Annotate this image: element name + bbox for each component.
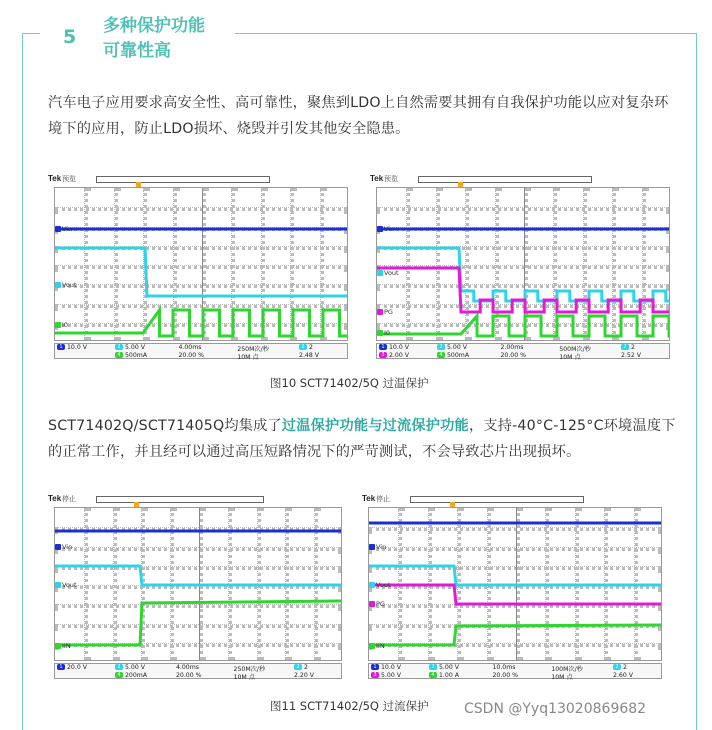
trace-iin <box>369 625 662 645</box>
readout-ch1 <box>57 664 87 671</box>
readout-trig-level <box>621 352 641 359</box>
scope-brand: Tek <box>48 494 62 503</box>
readout-value: 2.20 V <box>294 672 315 679</box>
scope-mode: 预览 <box>62 175 76 183</box>
readout-value: 5.00 V <box>447 344 467 351</box>
channel-badge: 2 <box>613 664 621 670</box>
channel-marker-icon <box>55 322 61 328</box>
scope-screen <box>368 507 662 661</box>
section-title-line2: 可靠性高 <box>103 41 171 61</box>
oscilloscope-overcurrent-2 <box>362 495 668 685</box>
section-number: 5 <box>63 26 77 48</box>
readout-ch4 <box>115 352 147 359</box>
channel-badge: 1 <box>371 664 379 670</box>
channel-label <box>55 321 68 329</box>
scope-screen <box>54 187 348 341</box>
channel-marker-icon <box>55 643 61 649</box>
channel-label <box>369 581 391 589</box>
scope-brand: Tek <box>362 494 376 503</box>
readout-value: 100M次/秒 <box>551 666 583 673</box>
readout-value: 2.48 V <box>299 352 319 359</box>
section-title <box>103 14 205 64</box>
readout-ch4 <box>429 672 459 679</box>
trace-vout <box>377 248 670 301</box>
readout-value: 2.52 V <box>621 352 641 359</box>
figure10-caption: 图10 SCT71402/5Q 过温保护 <box>270 376 429 390</box>
scope-traces <box>369 508 662 661</box>
readout-time <box>500 344 523 351</box>
readout-value: 10M 点 <box>559 354 581 361</box>
readout-time <box>492 664 515 671</box>
paragraph-protection-highlight: 过温保护功能与过流保护功能 <box>281 418 469 434</box>
channel-marker-icon <box>377 270 383 276</box>
channel-badge: 1 <box>379 344 387 350</box>
readout-trig-level <box>299 352 319 359</box>
readout-ch2 <box>429 664 459 671</box>
channel-badge: 2 <box>115 344 123 350</box>
scope-record-bar <box>96 176 270 183</box>
readout-value: 2 <box>623 664 627 671</box>
channel-badge: 1 <box>57 664 65 670</box>
scope-readout <box>368 663 662 679</box>
channel-name: I0 <box>62 321 69 329</box>
readout-value: 10M 点 <box>233 674 255 681</box>
readout-value: 250M次/秒 <box>233 666 266 673</box>
channel-marker-icon <box>377 226 383 232</box>
readout-value: 2 <box>309 344 313 351</box>
scope-readout <box>376 343 670 359</box>
readout-value: 5.00 V <box>381 672 401 679</box>
channel-badge: 2 <box>429 664 437 670</box>
channel-label <box>55 642 71 650</box>
channel-label <box>55 543 72 551</box>
channel-label <box>369 543 386 551</box>
channel-marker-icon <box>377 330 383 336</box>
scope-readout <box>54 663 342 679</box>
readout-value: 10M 点 <box>237 354 259 361</box>
paragraph-intro: 汽车电子应用要求高安全性、高可靠性，聚焦到LDO上自然需要其拥有自我保护功能以应对复杂环境下的应用，防止LDO损坏、烧毁并引发其他安全隐患。 <box>48 95 669 137</box>
readout-ch1 <box>379 344 409 351</box>
channel-label <box>377 329 390 337</box>
channel-badge: 4 <box>437 352 445 358</box>
channel-label <box>55 225 72 233</box>
readout-value: 10.0ms <box>492 664 516 671</box>
readout-value: 10.0 V <box>67 344 87 351</box>
readout-trig-pos <box>492 672 518 679</box>
channel-name: IIN <box>62 642 71 650</box>
scope-mode: 停止 <box>62 495 76 503</box>
readout-ch2 <box>437 344 467 351</box>
section-title-line1: 多种保护功能 <box>103 16 205 36</box>
readout-value: 10.0 V <box>381 664 401 671</box>
readout-value: 200mA <box>125 672 148 679</box>
channel-name: PG <box>384 308 393 316</box>
channel-marker-icon <box>369 582 375 588</box>
paragraph-protection-after: ，支持-40°C-125°C环境温度下的正常工作，并且经可以通过高压短路情况下的严苛测试，不会导致芯片出现损坏。 <box>48 418 676 460</box>
channel-name: Vin <box>384 225 395 233</box>
readout-value: 250M次/秒 <box>237 346 269 353</box>
channel-name: IIN <box>376 642 385 650</box>
readout-ch3 <box>379 352 409 359</box>
channel-label <box>369 642 385 650</box>
readout-value: 4.00ms <box>178 344 202 351</box>
scope-record-bar <box>96 496 264 503</box>
trace-iin <box>55 601 342 645</box>
readout-trig-ch <box>613 664 627 671</box>
channel-badge: 4 <box>115 672 123 678</box>
channel-label <box>377 308 393 316</box>
channel-badge: 4 <box>429 672 437 678</box>
readout-trig-pos <box>178 352 204 359</box>
readout-value: 500mA <box>447 352 470 359</box>
readout-points <box>237 352 258 361</box>
scope-mode: 停止 <box>376 495 390 503</box>
channel-name: Vin <box>62 543 73 551</box>
readout-points <box>551 672 572 681</box>
scope-brand: Tek <box>370 174 384 183</box>
readout-trig-ch <box>294 664 308 671</box>
oscilloscope-overcurrent-1 <box>48 495 348 685</box>
trace-pg <box>369 585 662 604</box>
readout-time <box>178 344 201 351</box>
trace-vout <box>369 566 662 585</box>
channel-badge: 2 <box>299 344 307 350</box>
readout-ch1 <box>371 664 401 671</box>
readout-trig-level <box>613 672 633 679</box>
scope-readout <box>54 343 348 359</box>
readout-ch4 <box>437 352 469 359</box>
readout-value: 20.00 % <box>175 672 202 679</box>
channel-marker-icon <box>369 643 375 649</box>
channel-badge: 1 <box>57 344 65 350</box>
channel-name: I0 <box>384 329 391 337</box>
readout-value: 2 <box>304 664 308 671</box>
readout-ch2 <box>115 344 145 351</box>
channel-badge: 2 <box>437 344 445 350</box>
scope-screen <box>376 187 670 341</box>
scope-mode: 预览 <box>384 175 398 183</box>
channel-name: Vout <box>62 281 77 289</box>
channel-name: Vin <box>62 225 73 233</box>
readout-trig-pos <box>176 672 202 679</box>
channel-label <box>377 269 399 277</box>
channel-name: Vout <box>376 581 391 589</box>
watermark: CSDN @Yyq13020869682 <box>464 701 647 717</box>
readout-trig-ch <box>299 344 313 351</box>
channel-label <box>377 225 394 233</box>
channel-label <box>55 581 77 589</box>
readout-value: 4.00ms <box>175 664 199 671</box>
readout-time <box>176 664 199 671</box>
readout-value: 5.00 V <box>125 344 145 351</box>
channel-badge: 3 <box>379 352 387 358</box>
readout-value: 10.0 V <box>389 344 409 351</box>
trace-io <box>377 316 670 336</box>
scope-traces <box>377 188 670 341</box>
oscilloscope-overtemp-2 <box>370 175 676 365</box>
channel-name: Vin <box>376 543 387 551</box>
channel-name: PG <box>376 600 385 608</box>
readout-value: 20.00 % <box>492 672 519 679</box>
readout-value: 500mA <box>125 352 148 359</box>
figure11-caption: 图11 SCT71402/5Q 过流保护 <box>270 699 429 713</box>
readout-points <box>234 672 255 681</box>
readout-ch4 <box>115 672 147 679</box>
scope-traces <box>55 508 342 661</box>
channel-marker-icon <box>369 544 375 550</box>
readout-ch1 <box>57 344 87 351</box>
readout-value: 20.00 % <box>178 352 205 359</box>
channel-marker-icon <box>55 582 61 588</box>
paragraph-protection-before: SCT71402Q/SCT71405Q均集成了 <box>48 418 282 434</box>
trace-io <box>55 310 348 336</box>
trace-vout <box>55 248 348 296</box>
readout-value: 2 <box>631 344 635 351</box>
readout-value: 10M 点 <box>551 674 573 681</box>
channel-label <box>369 600 385 608</box>
readout-trig-pos <box>500 352 526 359</box>
scope-screen <box>54 507 342 661</box>
channel-badge: 2 <box>294 664 302 670</box>
channel-marker-icon <box>55 226 61 232</box>
channel-marker-icon <box>55 544 61 550</box>
readout-ch2 <box>115 664 145 671</box>
channel-marker-icon <box>377 309 383 315</box>
readout-value: 1.00 A <box>439 672 459 679</box>
readout-ch3 <box>371 672 401 679</box>
readout-value: 5.00 V <box>439 664 459 671</box>
channel-marker-icon <box>369 601 375 607</box>
channel-name: Vout <box>62 581 77 589</box>
channel-label <box>55 281 77 289</box>
channel-badge: 2 <box>621 344 629 350</box>
channel-badge: 4 <box>115 352 123 358</box>
readout-value: 5.00 V <box>125 664 145 671</box>
readout-trig-level <box>294 672 314 679</box>
scope-brand: Tek <box>48 174 62 183</box>
channel-badge: 3 <box>371 672 379 678</box>
readout-value: 2.00 V <box>389 352 409 359</box>
readout-value: 20.00 % <box>500 352 527 359</box>
readout-value: 500M次/秒 <box>559 346 591 353</box>
channel-name: Vout <box>384 269 399 277</box>
readout-value: 2.60 V <box>613 672 633 679</box>
readout-trig-ch <box>621 344 635 351</box>
channel-marker-icon <box>55 282 61 288</box>
readout-points <box>559 352 580 361</box>
readout-value: 2.00ms <box>500 344 524 351</box>
trace-vout <box>55 566 342 585</box>
scope-traces <box>55 188 348 341</box>
paragraph-protection <box>48 413 678 465</box>
readout-value: 20.0 V <box>67 664 87 671</box>
oscilloscope-overtemp-1 <box>48 175 354 365</box>
scope-record-bar <box>410 496 584 503</box>
channel-badge: 2 <box>115 664 123 670</box>
scope-record-bar <box>418 176 592 183</box>
